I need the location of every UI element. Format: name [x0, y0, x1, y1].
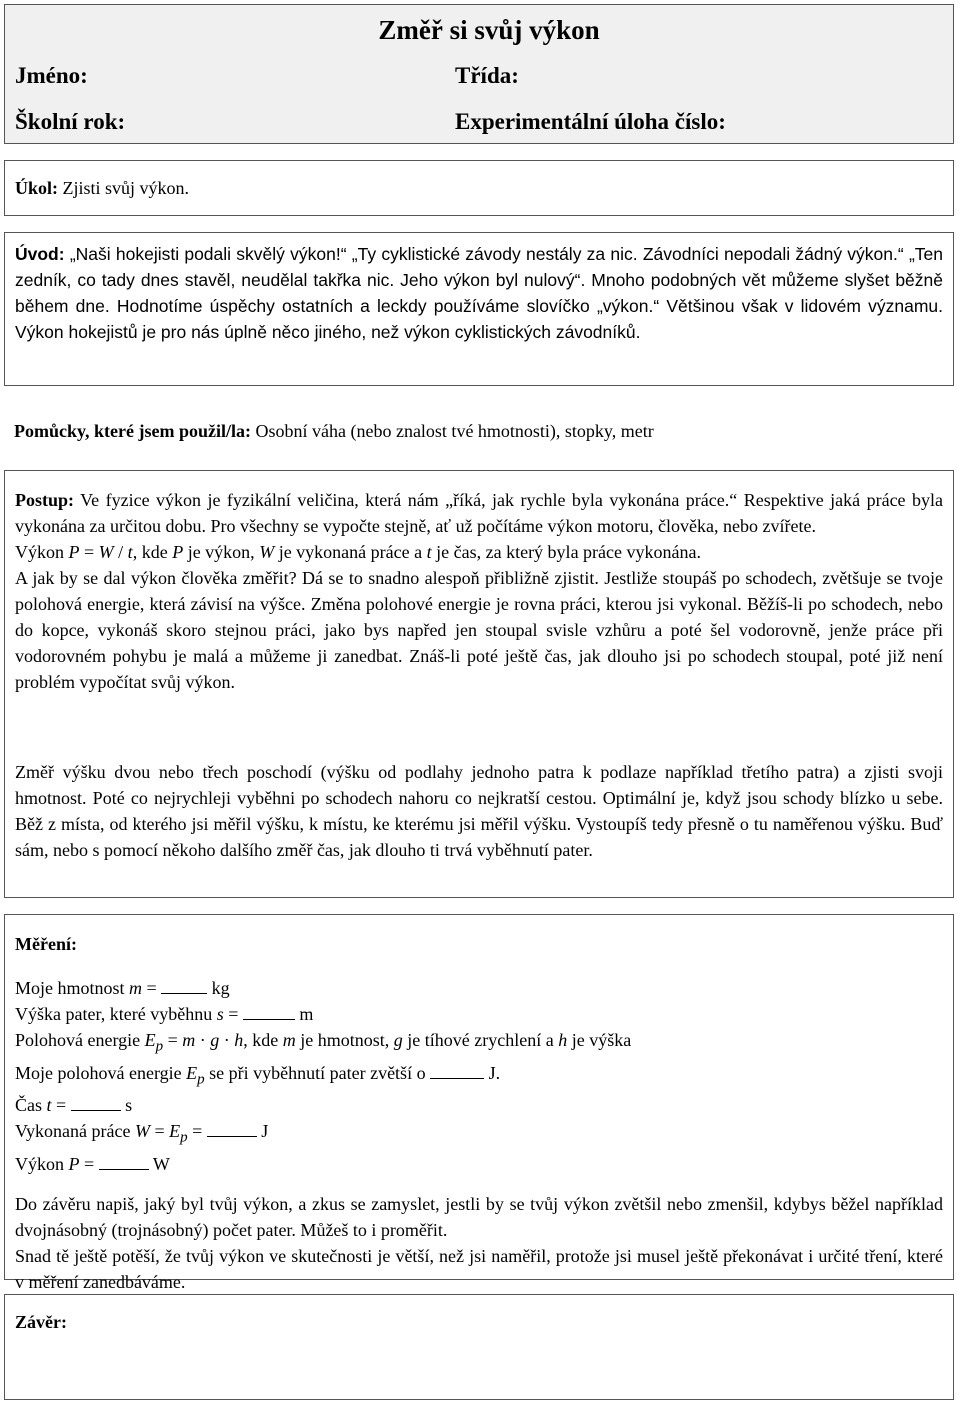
mereni-content	[15, 931, 943, 1295]
mereni-label: Měření:	[15, 934, 77, 954]
mereni-paragraph-b: Snad tě ještě potěší, že tvůj výkon ve skutečnosti je větší, než jsi naměřil, protože jsi musel ještě překonávat i určité tření, které v měření zanedbáváme.	[15, 1245, 943, 1292]
zaver-box[interactable]	[4, 1294, 954, 1400]
pomucky-text: Osobní váha (nebo znalost tvé hmotnosti), stopky, metr	[250, 421, 654, 441]
uvod-text: „Naši hokejisti podali skvělý výkon!“ „Ty cyklistické závody nestály za nic. Závodníci nepodali žádný výkon.“ „Ten zedník, co tady dnes stavěl, neudělal takřka nic. Jeho výkon byl nulový“. Mnoho podobných vět můžeme slyšet běžně během dne. Hodnotíme úspěchy ostatních a leckdy používáme slovíčko „výkon.“ Většinou však v lidovém významu. Výkon hokejistů je pro nás úplně něco jiného, než výkon cyklistických závodníků.	[15, 244, 943, 342]
postup-paragraph-1	[15, 487, 943, 695]
zaver-label: Závěr:	[15, 1312, 67, 1332]
header-box	[4, 4, 954, 144]
uvod-paragraph	[15, 241, 943, 345]
mereni-line-prace: Vykonaná práce $W = E_p = J$	[15, 1118, 943, 1151]
postup-text-3: Změř výšku dvou nebo třech poschodí (výšku od podlahy jednoho patra k podlaze například třetího patra) a zjisti svoji hmotnost. Poté co nejrychleji vyběhni po schodech nahoru co nejkratší cestou. Optimální je, když jsou schody blízko u sebe. Běž z místa, od kterého jsi měřil výšku, k místu, ke kterému jsi měřil výšku. Vystoupíš tedy přesně o tu naměřenou výšku. Buď sám, nebo s pomocí někoho dalšího změř čas, jak dlouho ti trvá vyběhnutí pater.	[15, 762, 943, 860]
mereni-line-moje-energie: Moje polohová energie $E_p$ se při vyběhnutí pater zvětší o J.	[15, 1060, 943, 1093]
page-title: Změř si svůj výkon	[378, 15, 600, 45]
ukol-text: Zjisti svůj výkon.	[58, 178, 190, 198]
energie-blank[interactable]	[430, 1060, 484, 1079]
mereni-box	[4, 914, 954, 1292]
mereni-line-vykon: Výkon P = W	[15, 1151, 943, 1177]
postup-box	[4, 470, 954, 898]
postup-paragraph-3	[15, 759, 943, 863]
skolni-rok-label: Školní rok:	[15, 109, 126, 134]
ukol-box	[4, 160, 954, 216]
pomucky-paragraph	[14, 418, 950, 444]
formula-line: Výkon P = W / t, kde P je výkon, W je vykonaná práce a t je čas, za který byla práce vykonána.	[15, 542, 701, 562]
mereni-paragraph-a: Do závěru napiš, jaký byl tvůj výkon, a zkus se zamyslet, jestli by se tvůj výkon zvětšil nebo zmenšil, kdybys běžel například dvojnásobný (trojnásobný) počet pater. Můžeš to i proměřit.	[15, 1193, 943, 1240]
mereni-line-energie: Polohová energie $E_p = m \cdot g \cdot h$, kde m je hmotnost, g je tíhové zrychlení a h je výška	[15, 1030, 632, 1055]
postup-text-1: Ve fyzice výkon je fyzikální veličina, která nám „říká, jak rychle byla vykonána práce.“ Respektive jaká práce byla vykonána za určitou dobu. Pro všechny se vypočte stejně, ať už počítáme výkon motoru, člověka, nebo zvířete.	[15, 490, 943, 536]
mereni-line-vyska: Výška pater, které vyběhnu s = m	[15, 1001, 943, 1027]
mereni-line-hmotnost: Moje hmotnost m = kg	[15, 975, 943, 1001]
pomucky-label: Pomůcky, které jsem použil/la:	[14, 421, 251, 441]
jmeno-label: Jméno:	[15, 63, 88, 88]
postup-label: Postup:	[15, 490, 75, 510]
trida-label: Třída:	[455, 63, 519, 88]
prace-blank[interactable]	[207, 1118, 257, 1137]
ukol-label: Úkol:	[15, 178, 59, 198]
uloha-label: Experimentální úloha číslo:	[455, 109, 726, 134]
uvod-label: Úvod:	[15, 244, 65, 264]
vyska-blank[interactable]	[243, 1001, 295, 1020]
mereni-line-cas: Čas t = s	[15, 1092, 943, 1118]
hmotnost-blank[interactable]	[161, 975, 207, 994]
cas-blank[interactable]	[71, 1092, 121, 1111]
postup-text-2: A jak by se dal výkon člověka změřit? Dá se to snadno alespoň přibližně zjistit. Jestliže stoupáš po schodech, zvětšuje se tvoje polohová energie, která závisí na výšce. Změna polohové energie je rovna práci, kterou jsi vykonal. Běžíš-li po schodech, nebo do kopce, vykonáš skoro stejnou práci, jako bys napřed jen stoupal svisle vzhůru a poté šel vodorovně, jenže práce při vodorovném pohybu je malá a můžeme ji zanedbat. Znáš-li poté ještě čas, jak dlouho jsi po schodech stoupal, poté již není problém vypočítat svůj výkon.	[15, 568, 943, 692]
uvod-box	[4, 232, 954, 386]
vykon-blank[interactable]	[99, 1151, 149, 1170]
ukol-paragraph	[15, 175, 943, 201]
